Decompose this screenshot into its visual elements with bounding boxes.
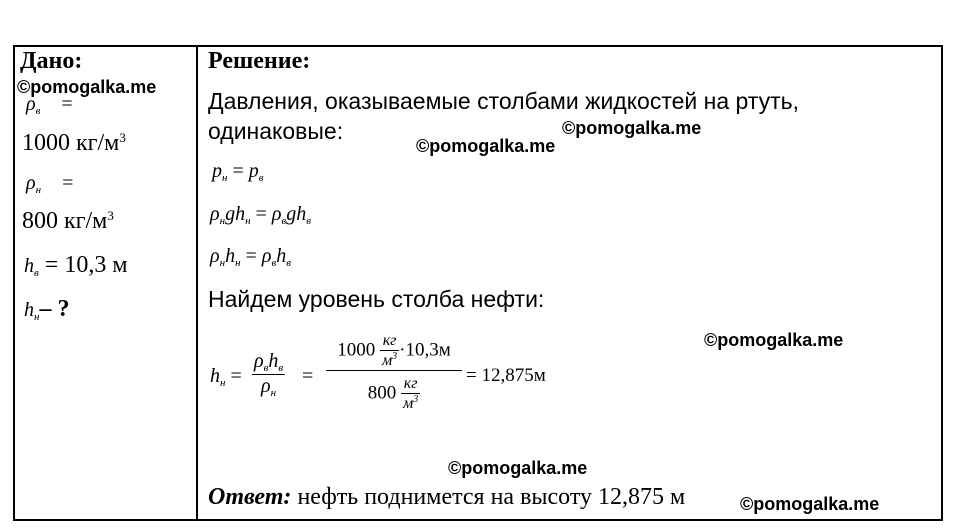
final-h-n: $h_н$ =	[210, 365, 242, 389]
watermark: ©pomogalka.me	[17, 77, 157, 97]
watermark: ©pomogalka.me	[562, 118, 702, 138]
fraction-rho-h: $\frac{\rho_вh_в}{\rho_н}$	[254, 350, 284, 399]
equation-rho-g-h: $\rho_нgh_н = \rho_вgh_в$	[210, 203, 311, 227]
watermark: ©pomogalka.me	[416, 136, 556, 156]
solution-line-2: одинаковые:	[208, 118, 344, 144]
column-divider	[196, 45, 198, 521]
numeric-fraction	[326, 332, 462, 413]
equals-sign: =	[302, 365, 314, 387]
solution-header: Решение:	[208, 48, 311, 74]
numeric-numerator: 1000 $\frac{кг}{м^3}$ ·10,3м	[337, 332, 451, 369]
rho-n-value: 800 $кг/м^3$	[22, 208, 114, 234]
find-text: Найдем уровень столба нефти:	[208, 286, 545, 312]
watermark: ©pomogalka.me	[448, 458, 588, 478]
table-frame	[13, 45, 943, 521]
rho-v-value: 1000 $кг/м^3$	[22, 130, 126, 156]
equation-pressure: $p_н = p_в$	[212, 160, 264, 184]
given-header: Дано:	[20, 48, 83, 74]
equation-rho-h: $\rho_нh_н = \rho_вh_в$	[210, 245, 291, 269]
h-v-given: $h_в = 10,3$ м	[24, 252, 128, 279]
rho-n-symbol: $\rho_н$ =	[26, 172, 74, 196]
solution-line-1: Давления, оказываемые столбами жидкостей на ртуть,	[208, 88, 800, 114]
rho-v-symbol: $\rho_в$ =	[26, 93, 73, 117]
numeric-denominator: 800 $\frac{кг}{м^3}$	[326, 370, 462, 413]
answer-line: Ответ: нефть поднимется на высоту 12,875 м	[208, 484, 686, 510]
h-n-query: $h_н-$ ?	[24, 296, 70, 323]
final-result: = 12,875м	[466, 365, 546, 386]
watermark: ©pomogalka.me	[704, 330, 844, 350]
watermark: ©pomogalka.me	[740, 494, 880, 514]
